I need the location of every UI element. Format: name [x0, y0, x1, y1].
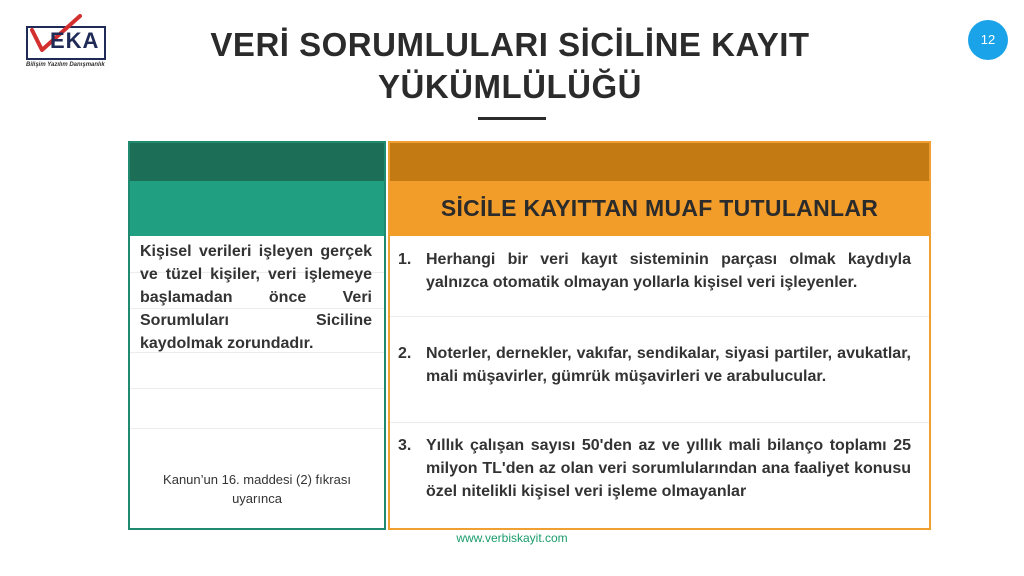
right-panel-top-band — [390, 143, 929, 181]
left-panel — [128, 141, 386, 530]
list-item-text: Yıllık çalışan sayısı 50'den az ve yıllık mali bilanço toplamı 25 milyon TL'den az olan veri sorumlularından ana faaliyet konusu özel nitelikli kişisel veri işleme olmayanlar — [426, 437, 911, 500]
footer-website-link[interactable]: www.verbiskayit.com — [456, 531, 568, 545]
veka-logo — [26, 14, 114, 70]
list-item-number: 1. — [398, 251, 412, 268]
left-panel-header-band — [130, 181, 384, 236]
exemptions-heading: SİCİLE KAYITTAN MUAF TUTULANLAR — [390, 181, 929, 236]
logo-tagline: Bilişim Yazılım Danışmanlık — [26, 62, 105, 68]
title-underline — [478, 117, 546, 120]
row-divider — [130, 388, 384, 389]
legal-reference: Kanun’un 16. maddesi (2) fıkrası uyarınca — [163, 472, 351, 506]
right-panel — [388, 141, 931, 530]
logo-wordmark: EKA — [50, 28, 100, 53]
row-divider — [390, 316, 929, 317]
page-number-badge: 12 — [968, 20, 1008, 60]
list-item — [398, 342, 911, 388]
row-divider — [130, 428, 384, 429]
left-panel-body — [130, 236, 384, 528]
left-panel-top-band — [130, 143, 384, 181]
page-title — [150, 24, 870, 108]
row-divider — [390, 422, 929, 423]
title-line-1: VERİ SORUMLULARI SİCİLİNE KAYIT — [210, 26, 810, 63]
list-item-text: Herhangi bir veri kayıt sisteminin parçası olmak kaydıyla yalnızca otomatik olmayan yollarla kişisel veri işleyenler. — [426, 251, 911, 291]
list-item-text: Noterler, dernekler, vakıfar, sendikalar, siyasi partiler, avukatlar, mali müşavirler, gümrük müşavirleri ve arabulucular. — [426, 345, 911, 385]
list-item — [398, 248, 911, 294]
list-item — [398, 434, 911, 503]
list-item-number: 3. — [398, 437, 412, 454]
exemptions-list — [390, 236, 929, 528]
registration-obligation-text: Kişisel verileri işleyen gerçek ve tüzel kişiler, veri işlemeye başlamadan önce Veri Sorumluları Siciline kaydolmak zorundadır. — [140, 243, 372, 352]
title-line-2: YÜKÜMLÜLÜĞÜ — [378, 68, 642, 105]
list-item-number: 2. — [398, 345, 412, 362]
